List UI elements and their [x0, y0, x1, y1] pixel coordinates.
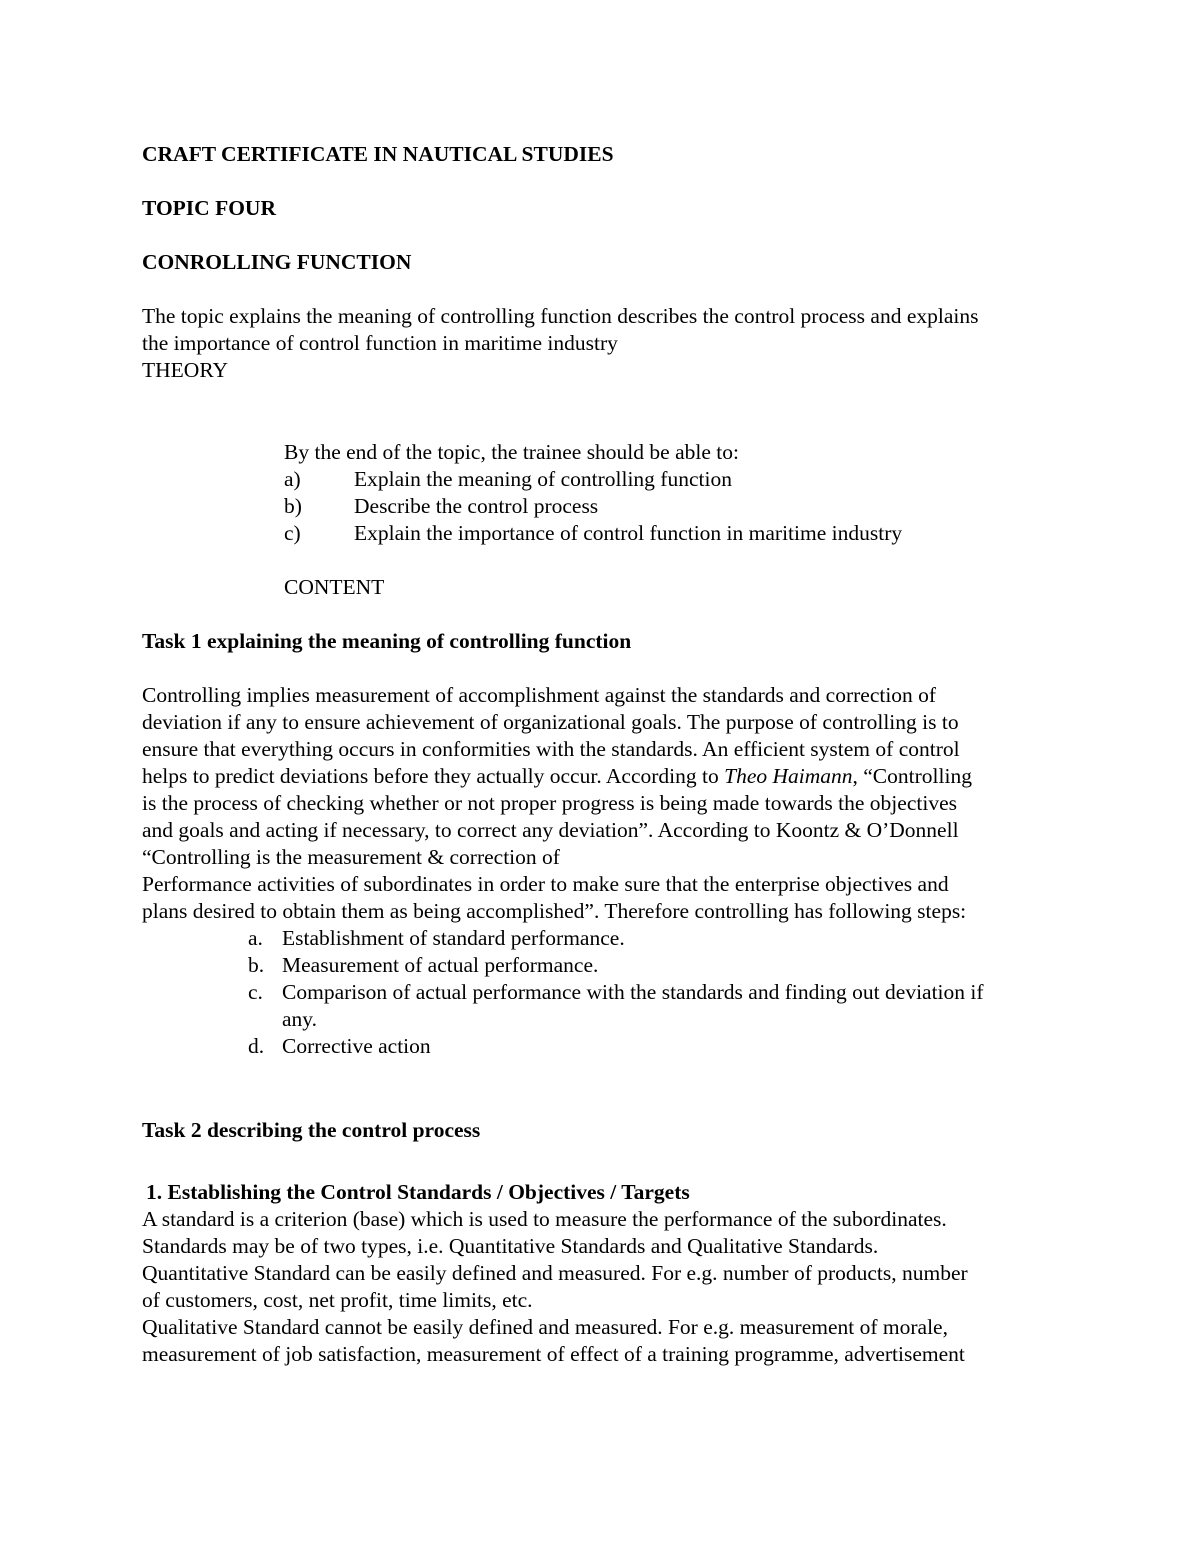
- paragraph-line: Controlling implies measurement of accomplishment against the standards and correction of: [142, 683, 937, 707]
- list-item-label: c.: [248, 980, 263, 1004]
- content-label: CONTENT: [284, 575, 385, 599]
- paragraph-line: plans desired to obtain them as being accomplished”. Therefore controlling has following steps:: [142, 899, 967, 923]
- paragraph-line: Standards may be of two types, i.e. Quantitative Standards and Qualitative Standards.: [142, 1234, 879, 1258]
- paragraph-line: measurement of job satisfaction, measurement of effect of a training programme, advertisement: [142, 1342, 965, 1366]
- task1-heading: Task 1 explaining the meaning of controlling function: [142, 629, 632, 653]
- theory-label: THEORY: [142, 358, 228, 382]
- topic-label: TOPIC FOUR: [142, 196, 276, 220]
- paragraph-text: , “Controlling: [852, 764, 972, 788]
- intro-line-1: The topic explains the meaning of controlling function describes the control process and explains: [142, 304, 979, 328]
- list-item-label: b.: [248, 953, 265, 977]
- list-item-text: Establishment of standard performance.: [282, 926, 625, 950]
- paragraph-line: Quantitative Standard can be easily defined and measured. For e.g. number of products, number: [142, 1261, 968, 1285]
- objectives-lead: By the end of the topic, the trainee should be able to:: [284, 440, 739, 464]
- paragraph-line: is the process of checking whether or not proper progress is being made towards the objectives: [142, 791, 957, 815]
- objective-label: b): [284, 494, 302, 518]
- paragraph-line: [142, 763, 972, 790]
- objective-text: Explain the importance of control function in maritime industry: [354, 521, 903, 545]
- paragraph-line: “Controlling is the measurement & correction of: [142, 845, 560, 869]
- objective-label: c): [284, 521, 301, 545]
- list-item-text: Corrective action: [282, 1034, 431, 1058]
- list-item-text: Measurement of actual performance.: [282, 953, 599, 977]
- objective-text: Explain the meaning of controlling function: [354, 467, 732, 491]
- task2-heading: Task 2 describing the control process: [142, 1118, 481, 1142]
- objective-text: Describe the control process: [354, 494, 599, 518]
- paragraph-line: Qualitative Standard cannot be easily defined and measured. For e.g. measurement of morale,: [142, 1315, 948, 1339]
- paragraph-text: helps to predict deviations before they actually occur. According to: [142, 764, 725, 788]
- paragraph-line: Performance activities of subordinates in order to make sure that the enterprise objectives and: [142, 872, 949, 896]
- list-item-text: Comparison of actual performance with the standards and finding out deviation if: [282, 980, 984, 1004]
- list-item-text: any.: [282, 1007, 318, 1031]
- paragraph-line: ensure that everything occurs in conformities with the standards. An efficient system of control: [142, 737, 960, 761]
- section-heading: CONROLLING FUNCTION: [142, 250, 412, 274]
- paragraph-line: of customers, cost, net profit, time limits, etc.: [142, 1288, 533, 1312]
- objective-label: a): [284, 467, 301, 491]
- paragraph-line: and goals and acting if necessary, to correct any deviation”. According to Koontz & O’Donnell: [142, 818, 959, 842]
- document-title: CRAFT CERTIFICATE IN NAUTICAL STUDIES: [142, 142, 614, 166]
- quoted-author-name: Theo Haimann: [724, 764, 853, 788]
- subsection-heading: 1. Establishing the Control Standards / Objectives / Targets: [146, 1180, 690, 1204]
- intro-line-2: the importance of control function in maritime industry: [142, 331, 618, 355]
- list-item-label: a.: [248, 926, 263, 950]
- list-item-label: d.: [248, 1034, 265, 1058]
- paragraph-line: A standard is a criterion (base) which is used to measure the performance of the subordinates.: [142, 1207, 947, 1231]
- paragraph-line: deviation if any to ensure achievement of organizational goals. The purpose of controlling is to: [142, 710, 959, 734]
